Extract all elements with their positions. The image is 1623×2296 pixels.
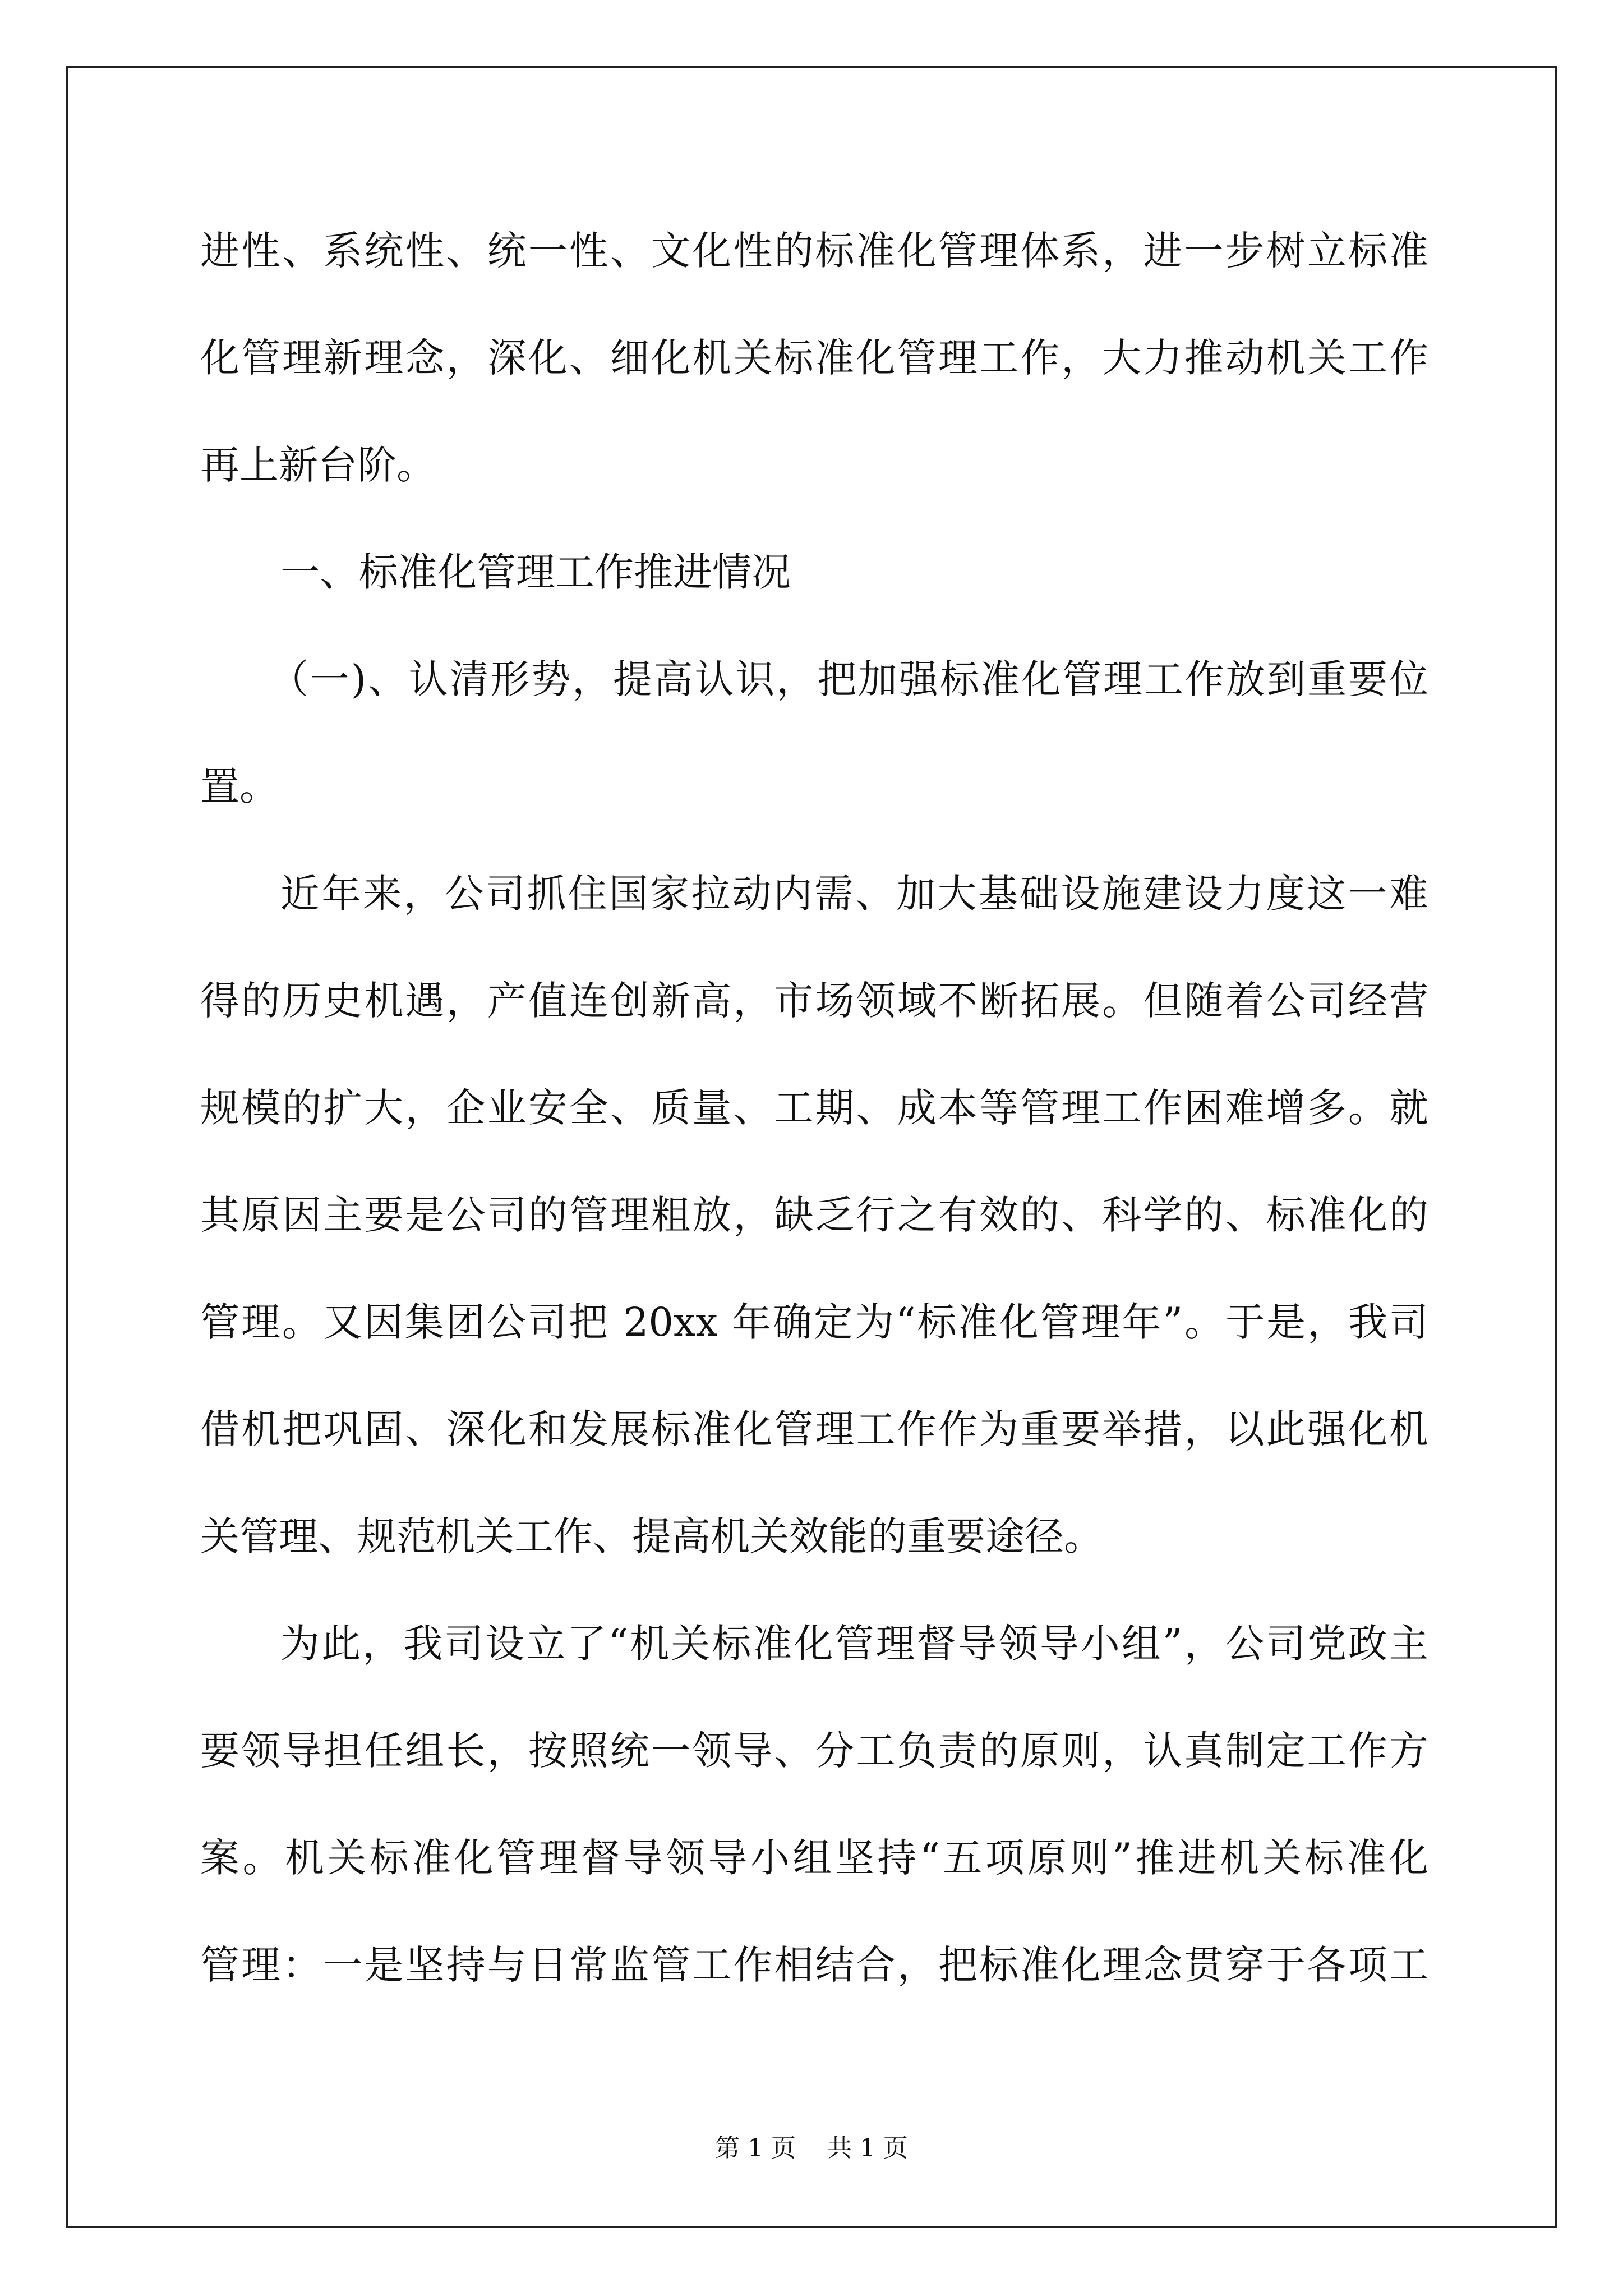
paragraph-line: 化管理新理念，深化、细化机关标准化管理工作，大力推动机关工作: [200, 335, 1428, 381]
paragraph-line: 为此，我司设立了“机关标准化管理督导领导小组”，公司党政主: [280, 1621, 1428, 1667]
paragraph-line: 进性、系统性、统一性、文化性的标准化管理体系，进一步树立标准: [200, 228, 1428, 274]
page-footer: 第 1 页 共 1 页: [715, 2134, 908, 2162]
paragraph-line: 案。机关标准化管理督导领导小组坚持“五项原则”推进机关标准化: [200, 1835, 1428, 1881]
subsection-heading: （一)、认清形势，提高认识，把加强标准化管理工作放到重要位: [269, 656, 1428, 702]
paragraph-line: 管理。又因集团公司把 20xx 年确定为“标准化管理年”。于是，我司: [200, 1299, 1428, 1345]
paragraph-line: 要领导担任组长，按照统一领导、分工负责的原则，认真制定工作方: [200, 1728, 1428, 1774]
paragraph-line: 其原因主要是公司的管理粗放，缺乏行之有效的、科学的、标准化的: [200, 1192, 1428, 1238]
paragraph-line: 近年来，公司抓住国家拉动内需、加大基础设施建设力度这一难: [280, 871, 1428, 917]
paragraph-line: 管理：一是坚持与日常监管工作相结合，把标准化理念贯穿于各项工: [200, 1942, 1428, 1988]
paragraph-line: 借机把巩固、深化和发展标准化管理工作作为重要举措，以此强化机: [200, 1406, 1428, 1452]
paragraph-line: 得的历史机遇，产值连创新高，市场领域不断拓展。但随着公司经营: [200, 978, 1428, 1024]
paragraph-line: 规模的扩大，企业安全、质量、工期、成本等管理工作困难增多。就: [200, 1085, 1428, 1131]
paragraph-line: 关管理、规范机关工作、提高机关效能的重要途径。: [200, 1513, 1103, 1559]
section-heading: 一、标准化管理工作推进情况: [280, 549, 791, 595]
paragraph-line: 再上新台阶。: [200, 442, 436, 488]
paragraph-line: 置。: [200, 763, 279, 809]
